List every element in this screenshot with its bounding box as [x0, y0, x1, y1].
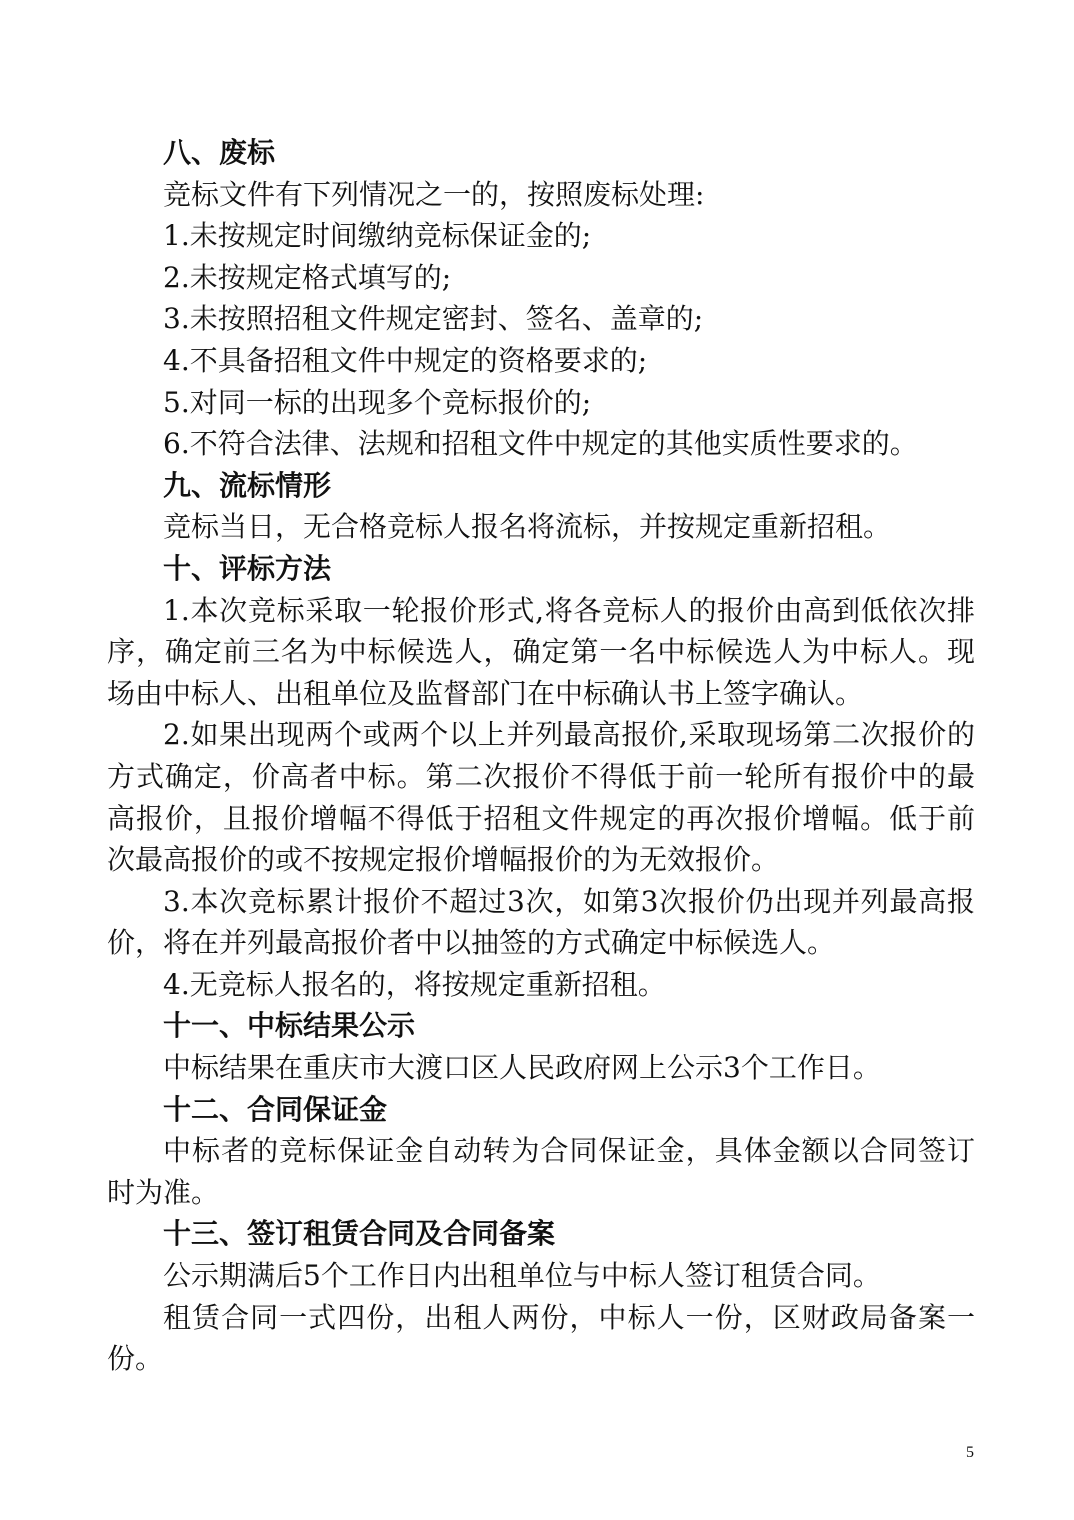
paragraph-line: 价，将在并列最高报价者中以抽签的方式确定中标候选人。 [107, 926, 836, 960]
list-item: 2.未按规定格式填写的; [163, 260, 452, 294]
paragraph: 公示期满后5个工作日内出租单位与中标人签订租赁合同。 [163, 1259, 881, 1293]
paragraph: 竞标当日，无合格竞标人报名将流标，并按规定重新招租。 [163, 510, 892, 544]
paragraph-line: 份。 [107, 1342, 164, 1376]
list-item: 6.不符合法律、法规和招租文件中规定的其他实质性要求的。 [163, 427, 918, 461]
section-heading-8: 八、废标 [163, 136, 276, 169]
paragraph-line: 方式确定，价高者中标。第二次报价不得低于前一轮所有报价中的最 [107, 759, 975, 793]
paragraph-line: 租赁合同一式四份，出租人两份，中标人一份，区财政局备案一 [163, 1300, 975, 1334]
paragraph-line: 序，确定前三名为中标候选人，确定第一名中标候选人为中标人。现 [107, 635, 975, 669]
paragraph-line: 2.如果出现两个或两个以上并列最高报价,采取现场第二次报价的 [163, 718, 975, 752]
section-heading-11: 十一、中标结果公示 [163, 1009, 416, 1043]
section-heading-10: 十、评标方法 [163, 551, 332, 585]
list-item: 4.不具备招租文件中规定的资格要求的; [163, 343, 648, 377]
paragraph-line: 高报价，且报价增幅不得低于招租文件规定的再次报价增幅。低于前 [107, 801, 975, 835]
paragraph-line: 中标者的竞标保证金自动转为合同保证金，具体金额以合同签订 [163, 1134, 975, 1168]
list-item: 3.未按照招租文件规定密封、签名、盖章的; [163, 302, 704, 336]
section-heading-13: 十三、签订租赁合同及合同备案 [163, 1217, 556, 1251]
paragraph-line: 次最高报价的或不按规定报价增幅报价的为无效报价。 [107, 843, 780, 877]
list-item: 1.未按规定时间缴纳竞标保证金的; [163, 219, 592, 253]
paragraph-line: 场由中标人、出租单位及监督部门在中标确认书上签字确认。 [107, 676, 864, 710]
section-heading-9: 九、流标情形 [163, 468, 332, 502]
paragraph: 4.无竞标人报名的，将按规定重新招租。 [163, 967, 666, 1001]
section-heading-12: 十二、合同保证金 [163, 1092, 388, 1126]
list-item: 5.对同一标的出现多个竞标报价的; [163, 385, 592, 419]
page-number: 5 [966, 1444, 974, 1461]
paragraph-line: 时为准。 [107, 1175, 220, 1209]
paragraph-line: 1.本次竞标采取一轮报价形式,将各竞标人的报价由高到低依次排 [163, 593, 975, 627]
document-body [107, 132, 975, 1380]
paragraph: 竞标文件有下列情况之一的，按照废标处理: [163, 177, 705, 211]
paragraph: 中标结果在重庆市大渡口区人民政府网上公示3个工作日。 [163, 1051, 881, 1085]
paragraph-line: 3.本次竞标累计报价不超过3次，如第3次报价仍出现并列最高报 [163, 884, 975, 918]
